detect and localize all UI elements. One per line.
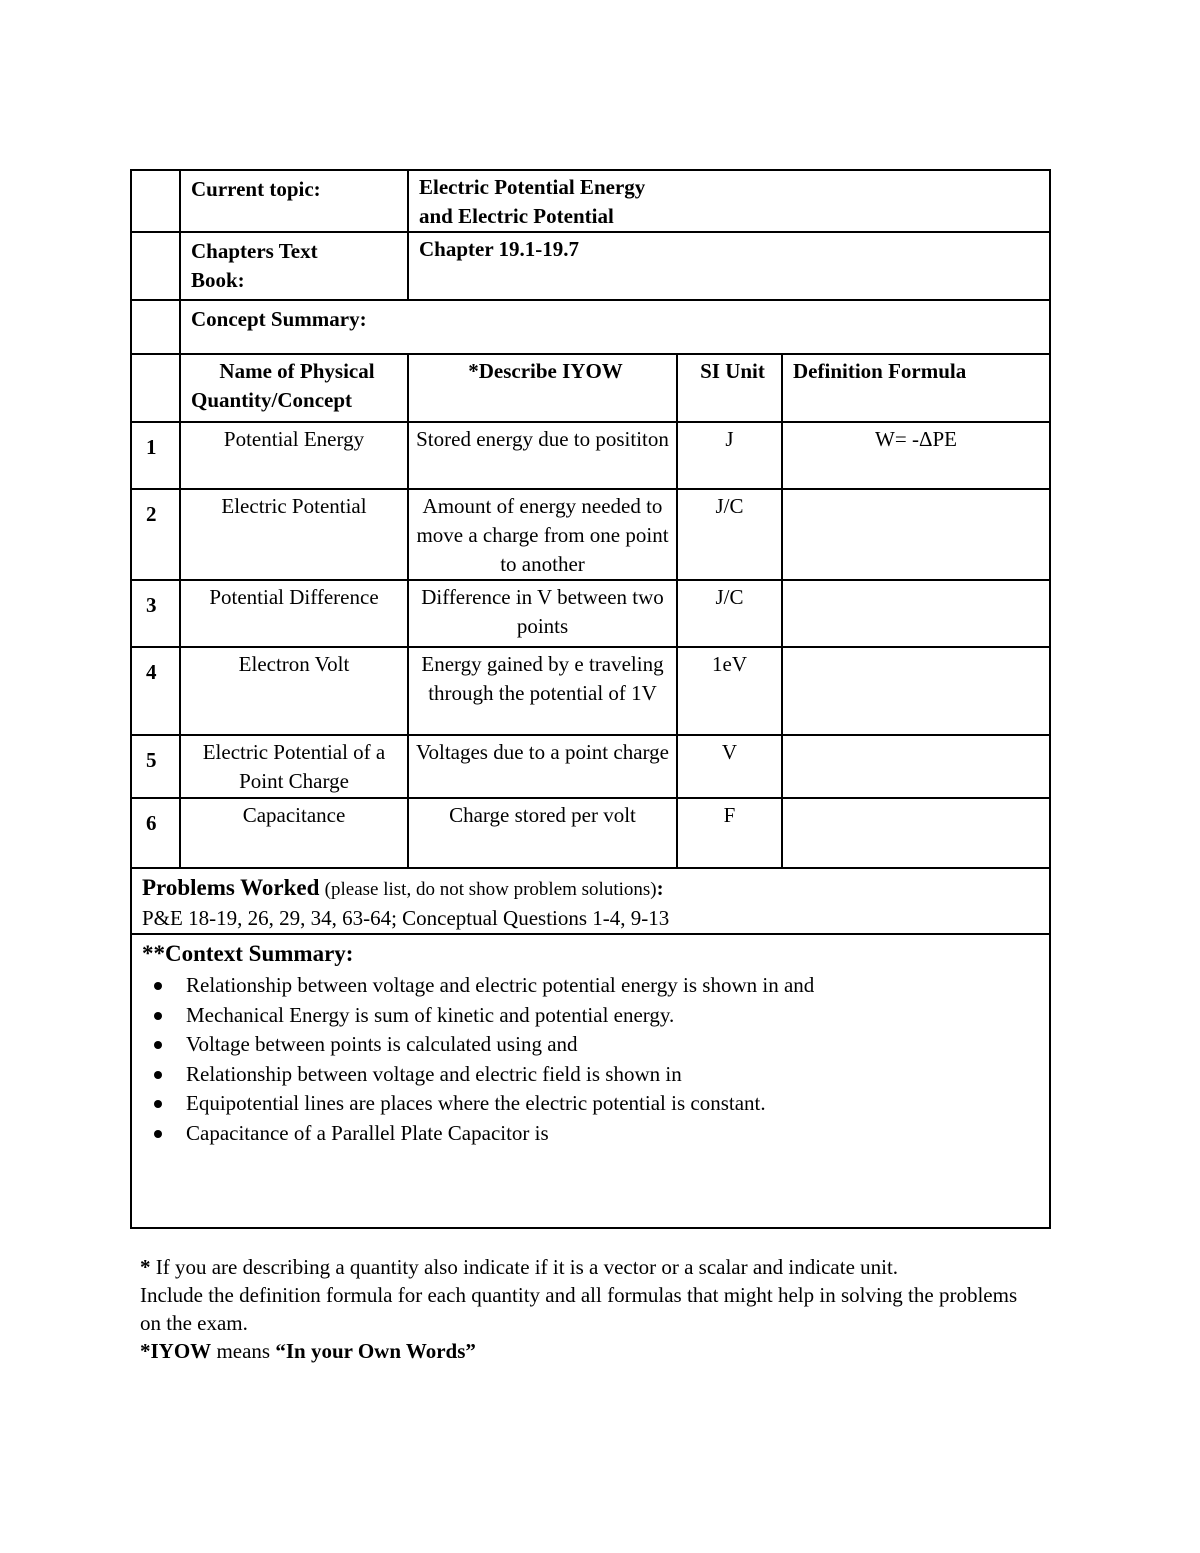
footnote-line2: Include the definition formula for each quantity and all formulas that might help in solving the problems on the exam.: [140, 1283, 1018, 1335]
row-describe: Voltages due to a point charge: [408, 735, 677, 798]
row-name: Potential Energy: [180, 422, 408, 489]
col-unit-header: SI Unit: [677, 354, 782, 422]
concept-summary-label: Concept Summary:: [180, 300, 1050, 354]
iyow-means: means: [211, 1339, 276, 1363]
chapters-value: Chapter 19.1-19.7: [408, 232, 1050, 300]
row-number: 6: [131, 798, 180, 868]
bullet-icon: [154, 1100, 162, 1108]
list-item: [186, 1060, 1039, 1090]
row-unit: 1eV: [677, 647, 782, 735]
col-describe-header: *Describe IYOW: [408, 354, 677, 422]
row-formula: [782, 647, 1050, 735]
problems-title: Problems Worked: [142, 875, 320, 900]
row-describe: Amount of energy needed to move a charge from one point to another: [408, 489, 677, 580]
bullet-text: Equipotential lines are places where the electric potential is constant.: [186, 1091, 766, 1115]
bullet-icon: [154, 1012, 162, 1020]
context-summary-title: **Context Summary:: [142, 941, 354, 966]
concept-summary-table: [130, 169, 1051, 1229]
row-number: 3: [131, 580, 180, 647]
list-item: [186, 1119, 1039, 1149]
col-name-header-line2: Quantity/Concept: [191, 388, 353, 412]
row-name: Capacitance: [180, 798, 408, 868]
table-row: [131, 798, 1050, 868]
problems-row: [131, 868, 1050, 934]
col-name-header-line1: Name of Physical: [219, 359, 375, 383]
row-name: Electric Potential of a Point Charge: [180, 735, 408, 798]
iyow-term: *IYOW: [140, 1339, 212, 1363]
footnote-star: *: [140, 1255, 151, 1279]
table-row: [131, 489, 1050, 580]
problems-list: P&E 18-19, 26, 29, 34, 63-64; Conceptual Questions 1-4, 9-13: [142, 906, 670, 930]
bullet-text: Relationship between voltage and electric potential energy is shown in and: [186, 973, 815, 997]
row-number: 1: [131, 422, 180, 489]
list-item: [186, 1089, 1039, 1119]
row-number: 2: [131, 489, 180, 580]
table-row: [131, 580, 1050, 647]
row-unit: V: [677, 735, 782, 798]
iyow-definition: “In your Own Words”: [275, 1339, 476, 1363]
bullet-text: Mechanical Energy is sum of kinetic and potential energy.: [186, 1002, 675, 1027]
column-header-row: [131, 354, 1050, 422]
row-unit: J: [677, 422, 782, 489]
row-name: Electron Volt: [180, 647, 408, 735]
bullet-icon: [154, 982, 162, 990]
chapters-row-blank: [131, 232, 180, 300]
row-describe: Energy gained by e traveling through the potential of 1V: [408, 647, 677, 735]
list-item: [186, 1001, 1039, 1031]
bullet-icon: [154, 1130, 162, 1138]
list-item: [186, 971, 1039, 1001]
summary-row: [131, 300, 1050, 354]
row-describe: Charge stored per volt: [408, 798, 677, 868]
col-formula-header: Definition Formula: [782, 354, 1050, 422]
problems-worked: [131, 868, 1050, 934]
topic-row-blank: [131, 170, 180, 232]
row-name: Electric Potential: [180, 489, 408, 580]
context-bullet-list: [142, 971, 1039, 1148]
row-describe: Difference in V between two points: [408, 580, 677, 647]
chapters-label-line2: Book:: [191, 268, 245, 292]
summary-row-blank: [131, 300, 180, 354]
topic-label: Current topic:: [180, 170, 408, 232]
context-summary: [131, 934, 1050, 1228]
bullet-icon: [154, 1071, 162, 1079]
table-row: [131, 647, 1050, 735]
row-name: Potential Difference: [180, 580, 408, 647]
row-formula: [782, 489, 1050, 580]
row-formula: [782, 798, 1050, 868]
row-unit: J/C: [677, 489, 782, 580]
list-item: [186, 1030, 1039, 1060]
row-unit: F: [677, 798, 782, 868]
row-unit: J/C: [677, 580, 782, 647]
footnote: [140, 1253, 1040, 1365]
context-row: [131, 934, 1050, 1228]
bullet-text: Voltage between points is calculated using and: [186, 1032, 578, 1056]
footnote-iyow: [140, 1337, 1040, 1365]
topic-row: [131, 170, 1050, 232]
col-name-header: [180, 354, 408, 422]
topic-value-line2: and Electric Potential: [419, 204, 614, 228]
bullet-text: Capacitance of a Parallel Plate Capacitor is: [186, 1120, 549, 1145]
row-formula: W= -ΔPE: [782, 422, 1050, 489]
table-row: [131, 422, 1050, 489]
row-formula: [782, 580, 1050, 647]
chapters-label: [180, 232, 408, 300]
topic-value: [408, 170, 1050, 232]
problems-colon: :: [656, 876, 664, 900]
problems-instruction: (please list, do not show problem solutions): [324, 879, 657, 900]
row-describe: Stored energy due to posititon: [408, 422, 677, 489]
topic-value-line1: Electric Potential Energy: [419, 175, 646, 199]
row-number: 4: [131, 647, 180, 735]
row-formula: [782, 735, 1050, 798]
chapters-row: [131, 232, 1050, 300]
footnote-text1: If you are describing a quantity also indicate if it is a vector or a scalar and indicate unit.: [150, 1255, 899, 1279]
bullet-text: Relationship between voltage and electric field is shown in: [186, 1061, 682, 1086]
row-number: 5: [131, 735, 180, 798]
table-row: [131, 735, 1050, 798]
problems-heading: [142, 873, 1039, 904]
bullet-icon: [154, 1041, 162, 1049]
footnote-line1: [140, 1253, 1040, 1281]
column-header-blank: [131, 354, 180, 422]
chapters-label-line1: Chapters Text: [191, 239, 318, 263]
